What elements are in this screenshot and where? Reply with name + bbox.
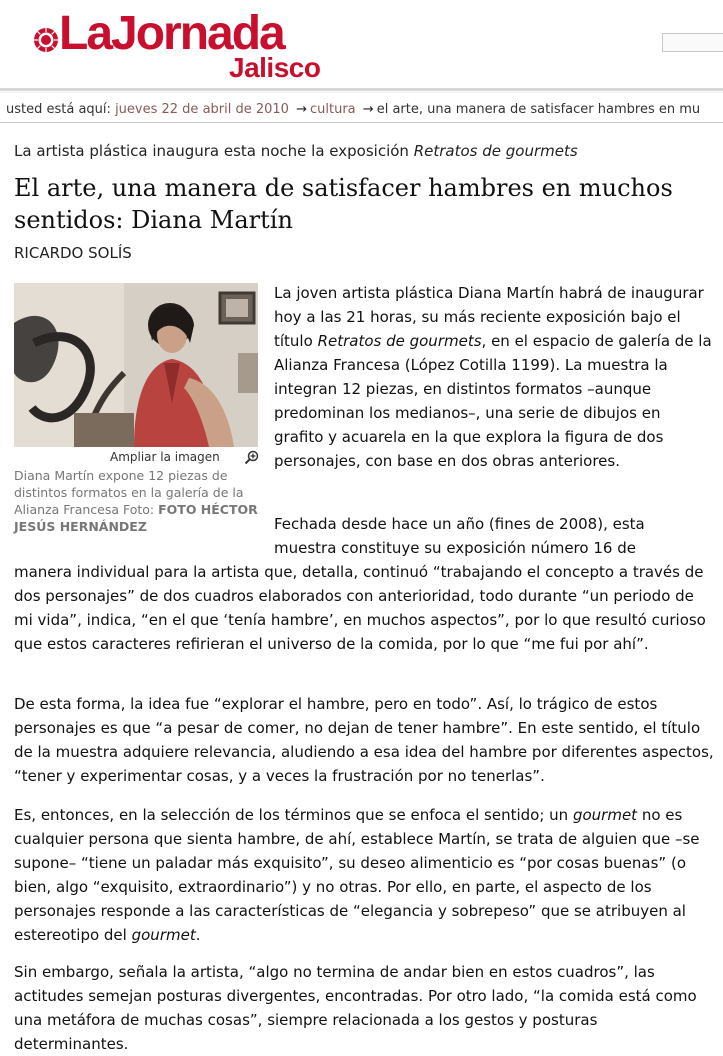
breadcrumb-arrow: → [362,102,374,117]
site-header [0,0,723,92]
zoom-in-icon[interactable] [244,450,259,465]
p1-exhibit-title: Retratos de gourmets [317,332,482,350]
kicker-text: La artista plástica inaugura esta noche la exposición [14,142,414,160]
paragraph-2-line-2: muestra constituye su exposición número 16 de [274,539,636,557]
logo-region: Jalisco [229,52,321,83]
breadcrumb-prefix: usted está aquí: [6,102,111,117]
header-divider [0,88,723,91]
paragraph-2-rest: manera individual para la artista que, detalla, continuó “trabajando el concepto a través de dos personajes” de dos cuadros elaborados con anterioridad, todo durante “un periodo de mi vida”, indica, “en el que ‘tenía hambre’, en muchos aspectos”, por lo que resultó curioso que estos caracteres refirieran el universo de la comida, por lo que “me fui por ahí”. [14,563,706,653]
enlarge-image-link[interactable]: Ampliar la imagen [110,450,220,464]
breadcrumb-divider [0,122,723,123]
photo-illustration [14,283,258,447]
photo-caption [14,467,260,535]
p1-text-a: La joven artista plástica Diana Martín habrá de inaugurar hoy a las 21 horas, su más reciente exposición bajo el título [274,284,704,350]
photo-credit: FOTO HÉCTOR JESÚS HERNÁNDEZ [14,502,258,534]
caption-text: Diana Martín expone 12 piezas de distintos formatos en la galería de la Alianza Francesa Foto: [14,468,244,517]
paragraph-4 [14,803,714,947]
paragraph-5: Sin embargo, señala la artista, “algo no termina de andar bien en estos cuadros”, las actitudes semejan posturas divergentes, encontradas. Por otro lado, “la comida está como una metáfora de muchas cosas”, siempre relacionada a los gestos y posturas determinantes. [14,963,697,1053]
sun-logo-icon [33,27,59,53]
p4-text-a: Es, entonces, en la selección de los términos que se enfoca el sentido; un [14,806,573,824]
article-byline: RICARDO SOLÍS [14,244,132,262]
site-logo[interactable] [33,8,343,88]
article-headline: El arte, una manera de satisfacer hambres en muchos sentidos: Diana Martín [14,174,673,234]
header-divider-light [0,92,723,93]
article-kicker [14,139,578,163]
breadcrumb [6,100,723,122]
p4-gourmet-2: gourmet [131,926,196,944]
kicker-exhibit-title: Retratos de gourmets [413,142,578,160]
p1-text-b: , en el espacio de galería de la Alianza Francesa (López Cotilla 1199). La muestra la integran 12 piezas, en distintos formatos –aunque predominan los medianos–, una serie de dibujos en grafito y acuarela en la que explora la figura de dos personajes, con base en dos obras anteriores. [274,332,712,470]
p4-text-b: no es cualquier persona que sienta hambre, de ahí, establece Martín, se trata de alguien que –se supone– “tiene un paladar más exquisito”, su deseo alimenticio es “por cosas buenas” (o bien, algo “exquisito, extraordinario”) y no otras. Por ello, en parte, el aspecto de los personajes responde a las características de “elegancia y sobrepeso” que se atribuyen al estereotipo del [14,806,700,944]
breadcrumb-current: el arte, una manera de satisfacer hambres en mu [376,102,701,117]
breadcrumb-arrow: → [296,102,307,117]
article-photo[interactable] [14,283,258,447]
paragraph-3: De esta forma, la idea fue “explorar el hambre, pero en todo”. Así, lo trágico de estos personajes es que “a pesar de comer, no dejan de tener hambre”. En este sentido, el título de la muestra adquiere relevancia, aludiendo a esa idea del hambre por diferentes aspectos, “tener y experimentar cosas, y a veces la frustración por no tenerlas”. [14,695,714,785]
paragraph-2-line-1: Fechada desde hace un año (fines de 2008), esta [274,515,645,533]
logo-wordmark: LaJornada [59,7,284,60]
paragraph-1 [274,281,714,473]
breadcrumb-date-link[interactable]: jueves 22 de abril de 2010 [115,102,289,117]
p4-text-c: . [195,926,201,944]
search-input[interactable] [662,33,723,52]
breadcrumb-section-link[interactable]: cultura [310,102,356,117]
p4-gourmet-1: gourmet [572,806,638,824]
